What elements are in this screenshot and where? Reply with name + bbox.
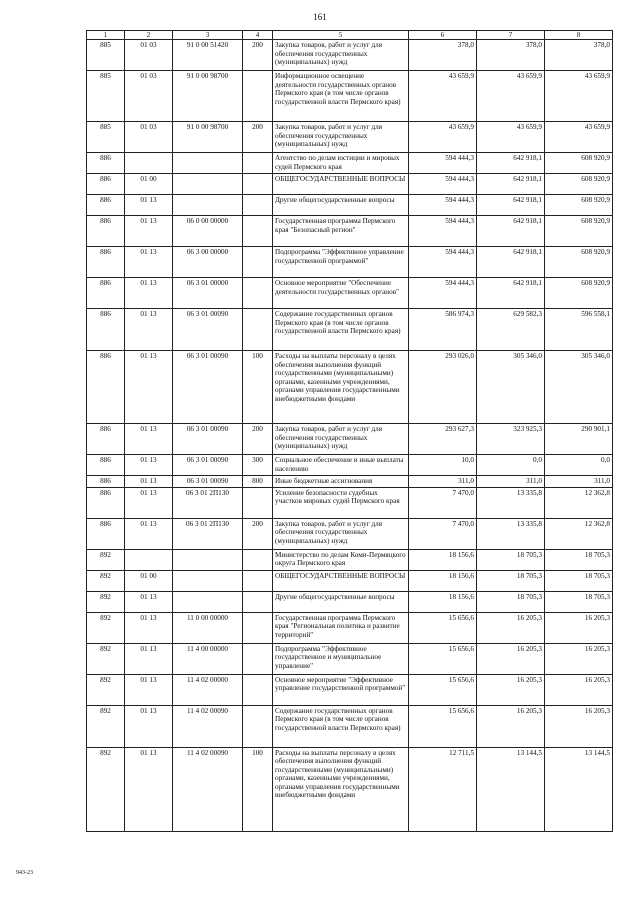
amount-2024-cell: 323 925,3 bbox=[477, 424, 545, 455]
table-row bbox=[87, 705, 613, 747]
table-body bbox=[87, 40, 613, 831]
ministry-code-cell: 885 bbox=[87, 122, 125, 153]
ministry-code-cell: 892 bbox=[87, 674, 125, 705]
table-row bbox=[87, 174, 613, 195]
amount-2023-cell: 12 711,5 bbox=[409, 747, 477, 831]
table-row bbox=[87, 424, 613, 455]
amount-2024-cell: 43 659,9 bbox=[477, 71, 545, 122]
section-code-cell: 01 13 bbox=[125, 455, 173, 476]
ministry-code-cell: 886 bbox=[87, 309, 125, 351]
target-code-cell bbox=[173, 174, 243, 195]
table-row bbox=[87, 549, 613, 570]
section-code-cell bbox=[125, 549, 173, 570]
section-code-cell: 01 03 bbox=[125, 71, 173, 122]
amount-2023-cell: 15 656,6 bbox=[409, 674, 477, 705]
section-code-cell: 01 13 bbox=[125, 591, 173, 612]
amount-2024-cell: 305 346,0 bbox=[477, 351, 545, 424]
amount-2023-cell: 15 656,6 bbox=[409, 612, 477, 643]
target-code-cell: 06 0 00 00000 bbox=[173, 216, 243, 247]
amount-2025-cell: 290 901,1 bbox=[545, 424, 613, 455]
ministry-code-cell: 892 bbox=[87, 747, 125, 831]
ministry-code-cell: 886 bbox=[87, 424, 125, 455]
table-row bbox=[87, 591, 613, 612]
table-row bbox=[87, 40, 613, 71]
description-cell: Закупка товаров, работ и услуг для обеспечения государственных (муниципальных) нужд bbox=[273, 40, 409, 71]
amount-2023-cell: 43 659,9 bbox=[409, 71, 477, 122]
section-code-cell: 01 13 bbox=[125, 705, 173, 747]
expense-type-cell bbox=[243, 591, 273, 612]
amount-2025-cell: 12 362,8 bbox=[545, 487, 613, 518]
description-cell: Расходы на выплаты персоналу в целях обеспечения выполнения функций государственными (муниципальными) органами, казенными учреждениями, органами управления государственными внебюджетными фондами bbox=[273, 747, 409, 831]
amount-2023-cell: 7 470,0 bbox=[409, 518, 477, 549]
description-cell: Содержание государственных органов Пермского края (в том числе органов государственной власти Пермского края) bbox=[273, 309, 409, 351]
expense-type-cell bbox=[243, 278, 273, 309]
amount-2024-cell: 378,0 bbox=[477, 40, 545, 71]
amount-2023-cell: 311,0 bbox=[409, 476, 477, 487]
table-row bbox=[87, 487, 613, 518]
section-code-cell: 01 13 bbox=[125, 476, 173, 487]
amount-2024-cell: 43 659,9 bbox=[477, 122, 545, 153]
amount-2025-cell: 12 362,8 bbox=[545, 518, 613, 549]
target-code-cell: 06 3 01 2П130 bbox=[173, 487, 243, 518]
amount-2025-cell: 378,0 bbox=[545, 40, 613, 71]
target-code-cell: 06 3 01 00090 bbox=[173, 351, 243, 424]
amount-2023-cell: 15 656,6 bbox=[409, 705, 477, 747]
amount-2025-cell: 18 705,3 bbox=[545, 570, 613, 591]
amount-2023-cell: 15 656,6 bbox=[409, 643, 477, 674]
amount-2025-cell: 608 920,9 bbox=[545, 278, 613, 309]
amount-2024-cell: 642 918,1 bbox=[477, 195, 545, 216]
ministry-code-cell: 886 bbox=[87, 487, 125, 518]
target-code-cell: 06 3 00 00000 bbox=[173, 247, 243, 278]
expense-type-cell: 100 bbox=[243, 747, 273, 831]
target-code-cell: 06 3 01 00000 bbox=[173, 278, 243, 309]
target-code-cell bbox=[173, 591, 243, 612]
description-cell: Агентство по делам юстиции и мировых судей Пермского края bbox=[273, 153, 409, 174]
target-code-cell: 91 0 00 98700 bbox=[173, 122, 243, 153]
description-cell: Иные бюджетные ассигнования bbox=[273, 476, 409, 487]
table-row bbox=[87, 216, 613, 247]
expense-type-cell: 200 bbox=[243, 122, 273, 153]
amount-2025-cell: 16 205,3 bbox=[545, 705, 613, 747]
section-code-cell: 01 13 bbox=[125, 612, 173, 643]
amount-2024-cell: 642 918,1 bbox=[477, 247, 545, 278]
expense-type-cell bbox=[243, 487, 273, 518]
section-code-cell: 01 13 bbox=[125, 747, 173, 831]
column-header: 3 bbox=[173, 31, 243, 40]
description-cell: Закупка товаров, работ и услуг для обеспечения государственных (муниципальных) нужд bbox=[273, 518, 409, 549]
ministry-code-cell: 885 bbox=[87, 40, 125, 71]
footer-code: 943-23 bbox=[16, 870, 33, 876]
target-code-cell: 11 0 00 00000 bbox=[173, 612, 243, 643]
section-code-cell: 01 13 bbox=[125, 487, 173, 518]
target-code-cell: 91 0 00 51420 bbox=[173, 40, 243, 71]
section-code-cell: 01 13 bbox=[125, 216, 173, 247]
amount-2024-cell: 18 705,3 bbox=[477, 570, 545, 591]
table-row bbox=[87, 71, 613, 122]
table-row bbox=[87, 122, 613, 153]
column-header: 6 bbox=[409, 31, 477, 40]
section-code-cell: 01 00 bbox=[125, 570, 173, 591]
budget-table bbox=[86, 30, 613, 832]
table-row bbox=[87, 195, 613, 216]
amount-2024-cell: 16 205,3 bbox=[477, 674, 545, 705]
column-header: 5 bbox=[273, 31, 409, 40]
expense-type-cell bbox=[243, 705, 273, 747]
ministry-code-cell: 886 bbox=[87, 195, 125, 216]
amount-2023-cell: 594 444,3 bbox=[409, 278, 477, 309]
ministry-code-cell: 886 bbox=[87, 351, 125, 424]
column-header: 1 bbox=[87, 31, 125, 40]
ministry-code-cell: 892 bbox=[87, 591, 125, 612]
amount-2024-cell: 13 335,8 bbox=[477, 487, 545, 518]
amount-2025-cell: 16 205,3 bbox=[545, 674, 613, 705]
amount-2025-cell: 608 920,9 bbox=[545, 153, 613, 174]
expense-type-cell: 300 bbox=[243, 455, 273, 476]
expense-type-cell bbox=[243, 309, 273, 351]
ministry-code-cell: 892 bbox=[87, 643, 125, 674]
target-code-cell: 06 3 01 00090 bbox=[173, 455, 243, 476]
section-code-cell: 01 00 bbox=[125, 174, 173, 195]
amount-2025-cell: 0,0 bbox=[545, 455, 613, 476]
target-code-cell bbox=[173, 195, 243, 216]
description-cell: Другие общегосударственные вопросы bbox=[273, 195, 409, 216]
description-cell: Подпрограмма "Эффективное государственное и муниципальное управление" bbox=[273, 643, 409, 674]
section-code-cell: 01 13 bbox=[125, 309, 173, 351]
amount-2024-cell: 311,0 bbox=[477, 476, 545, 487]
table-row bbox=[87, 674, 613, 705]
section-code-cell bbox=[125, 153, 173, 174]
expense-type-cell bbox=[243, 674, 273, 705]
expense-type-cell: 100 bbox=[243, 351, 273, 424]
expense-type-cell: 200 bbox=[243, 518, 273, 549]
amount-2025-cell: 608 920,9 bbox=[545, 195, 613, 216]
amount-2024-cell: 18 705,3 bbox=[477, 591, 545, 612]
expense-type-cell bbox=[243, 570, 273, 591]
section-code-cell: 01 13 bbox=[125, 674, 173, 705]
amount-2025-cell: 311,0 bbox=[545, 476, 613, 487]
expense-type-cell: 800 bbox=[243, 476, 273, 487]
column-header: 7 bbox=[477, 31, 545, 40]
amount-2023-cell: 18 156,6 bbox=[409, 570, 477, 591]
target-code-cell: 11 4 02 00090 bbox=[173, 747, 243, 831]
amount-2025-cell: 43 659,9 bbox=[545, 122, 613, 153]
expense-type-cell bbox=[243, 71, 273, 122]
description-cell: Социальное обеспечение и иные выплаты населению bbox=[273, 455, 409, 476]
amount-2024-cell: 18 705,3 bbox=[477, 549, 545, 570]
amount-2023-cell: 293 026,0 bbox=[409, 351, 477, 424]
target-code-cell: 06 3 01 00090 bbox=[173, 424, 243, 455]
section-code-cell: 01 13 bbox=[125, 247, 173, 278]
description-cell: Расходы на выплаты персоналу в целях обеспечения выполнения функций государственными (муниципальными) органами, казенными учреждениями, органами управления государственными внебюджетными фондами bbox=[273, 351, 409, 424]
column-header: 4 bbox=[243, 31, 273, 40]
expense-type-cell bbox=[243, 195, 273, 216]
target-code-cell: 06 3 01 00090 bbox=[173, 309, 243, 351]
amount-2023-cell: 293 627,3 bbox=[409, 424, 477, 455]
description-cell: Усиление безопасности судебных участков мировых судей Пермского края bbox=[273, 487, 409, 518]
target-code-cell: 11 4 02 00090 bbox=[173, 705, 243, 747]
table-row bbox=[87, 518, 613, 549]
section-code-cell: 01 13 bbox=[125, 643, 173, 674]
amount-2025-cell: 596 558,1 bbox=[545, 309, 613, 351]
amount-2025-cell: 18 705,3 bbox=[545, 549, 613, 570]
section-code-cell: 01 13 bbox=[125, 278, 173, 309]
amount-2023-cell: 7 470,0 bbox=[409, 487, 477, 518]
ministry-code-cell: 892 bbox=[87, 705, 125, 747]
amount-2025-cell: 13 144,5 bbox=[545, 747, 613, 831]
amount-2025-cell: 43 659,9 bbox=[545, 71, 613, 122]
column-header: 2 bbox=[125, 31, 173, 40]
amount-2024-cell: 642 918,1 bbox=[477, 216, 545, 247]
amount-2023-cell: 594 444,3 bbox=[409, 247, 477, 278]
amount-2024-cell: 642 918,1 bbox=[477, 153, 545, 174]
target-code-cell: 91 0 00 98700 bbox=[173, 71, 243, 122]
table-row bbox=[87, 455, 613, 476]
description-cell: ОБЩЕГОСУДАРСТВЕННЫЕ ВОПРОСЫ bbox=[273, 174, 409, 195]
amount-2024-cell: 0,0 bbox=[477, 455, 545, 476]
ministry-code-cell: 886 bbox=[87, 455, 125, 476]
description-cell: ОБЩЕГОСУДАРСТВЕННЫЕ ВОПРОСЫ bbox=[273, 570, 409, 591]
target-code-cell: 11 4 00 00000 bbox=[173, 643, 243, 674]
amount-2023-cell: 10,0 bbox=[409, 455, 477, 476]
amount-2024-cell: 16 205,3 bbox=[477, 643, 545, 674]
expense-type-cell bbox=[243, 612, 273, 643]
amount-2025-cell: 608 920,9 bbox=[545, 247, 613, 278]
amount-2023-cell: 43 659,9 bbox=[409, 122, 477, 153]
description-cell: Государственная программа Пермского края "Безопасный регион" bbox=[273, 216, 409, 247]
table-row bbox=[87, 612, 613, 643]
amount-2024-cell: 13 144,5 bbox=[477, 747, 545, 831]
table-row bbox=[87, 309, 613, 351]
amount-2025-cell: 608 920,9 bbox=[545, 174, 613, 195]
expense-type-cell bbox=[243, 216, 273, 247]
page-number: 161 bbox=[313, 12, 327, 22]
ministry-code-cell: 886 bbox=[87, 278, 125, 309]
ministry-code-cell: 886 bbox=[87, 247, 125, 278]
description-cell: Закупка товаров, работ и услуг для обеспечения государственных (муниципальных) нужд bbox=[273, 122, 409, 153]
ministry-code-cell: 886 bbox=[87, 153, 125, 174]
amount-2024-cell: 16 205,3 bbox=[477, 705, 545, 747]
amount-2023-cell: 594 444,3 bbox=[409, 216, 477, 247]
table-row bbox=[87, 247, 613, 278]
ministry-code-cell: 892 bbox=[87, 549, 125, 570]
description-cell: Основное мероприятие "Эффективное управление государственной программой" bbox=[273, 674, 409, 705]
target-code-cell: 11 4 02 00000 bbox=[173, 674, 243, 705]
target-code-cell bbox=[173, 570, 243, 591]
table-row bbox=[87, 643, 613, 674]
expense-type-cell bbox=[243, 247, 273, 278]
amount-2023-cell: 18 156,6 bbox=[409, 591, 477, 612]
target-code-cell: 06 3 01 00090 bbox=[173, 476, 243, 487]
amount-2025-cell: 305 346,0 bbox=[545, 351, 613, 424]
amount-2023-cell: 586 974,3 bbox=[409, 309, 477, 351]
amount-2025-cell: 608 920,9 bbox=[545, 216, 613, 247]
ministry-code-cell: 892 bbox=[87, 612, 125, 643]
table-row bbox=[87, 570, 613, 591]
ministry-code-cell: 892 bbox=[87, 570, 125, 591]
ministry-code-cell: 885 bbox=[87, 71, 125, 122]
amount-2025-cell: 16 205,3 bbox=[545, 612, 613, 643]
description-cell: Содержание государственных органов Пермского края (в том числе органов государственной власти Пермского края) bbox=[273, 705, 409, 747]
table-row bbox=[87, 747, 613, 831]
amount-2024-cell: 642 918,1 bbox=[477, 278, 545, 309]
expense-type-cell bbox=[243, 643, 273, 674]
amount-2024-cell: 629 582,3 bbox=[477, 309, 545, 351]
ministry-code-cell: 886 bbox=[87, 518, 125, 549]
column-header: 8 bbox=[545, 31, 613, 40]
description-cell: Закупка товаров, работ и услуг для обеспечения государственных (муниципальных) нужд bbox=[273, 424, 409, 455]
description-cell: Министерство по делам Коми-Пермяцкого округа Пермского края bbox=[273, 549, 409, 570]
expense-type-cell bbox=[243, 549, 273, 570]
ministry-code-cell: 886 bbox=[87, 476, 125, 487]
table-row bbox=[87, 278, 613, 309]
ministry-code-cell: 886 bbox=[87, 216, 125, 247]
target-code-cell: 06 3 01 2П130 bbox=[173, 518, 243, 549]
amount-2023-cell: 18 156,6 bbox=[409, 549, 477, 570]
amount-2023-cell: 378,0 bbox=[409, 40, 477, 71]
amount-2024-cell: 16 205,3 bbox=[477, 612, 545, 643]
amount-2023-cell: 594 444,3 bbox=[409, 195, 477, 216]
table-row bbox=[87, 476, 613, 487]
table-row bbox=[87, 351, 613, 424]
expense-type-cell bbox=[243, 153, 273, 174]
ministry-code-cell: 886 bbox=[87, 174, 125, 195]
section-code-cell: 01 13 bbox=[125, 351, 173, 424]
amount-2024-cell: 642 918,1 bbox=[477, 174, 545, 195]
amount-2024-cell: 13 335,8 bbox=[477, 518, 545, 549]
amount-2025-cell: 18 705,3 bbox=[545, 591, 613, 612]
amount-2023-cell: 594 444,3 bbox=[409, 153, 477, 174]
expense-type-cell: 200 bbox=[243, 424, 273, 455]
description-cell: Основное мероприятие "Обеспечение деятельности государственных органов" bbox=[273, 278, 409, 309]
expense-type-cell: 200 bbox=[243, 40, 273, 71]
section-code-cell: 01 03 bbox=[125, 122, 173, 153]
section-code-cell: 01 03 bbox=[125, 40, 173, 71]
target-code-cell bbox=[173, 549, 243, 570]
table-row bbox=[87, 153, 613, 174]
expense-type-cell bbox=[243, 174, 273, 195]
target-code-cell bbox=[173, 153, 243, 174]
amount-2025-cell: 16 205,3 bbox=[545, 643, 613, 674]
description-cell: Государственная программа Пермского края "Региональная политика и развитие территорий" bbox=[273, 612, 409, 643]
description-cell: Другие общегосударственные вопросы bbox=[273, 591, 409, 612]
section-code-cell: 01 13 bbox=[125, 518, 173, 549]
description-cell: Информационное освещение деятельности государственных органов Пермского края (в том числе органов государственной власти Пермского края) bbox=[273, 71, 409, 122]
section-code-cell: 01 13 bbox=[125, 424, 173, 455]
section-code-cell: 01 13 bbox=[125, 195, 173, 216]
amount-2023-cell: 594 444,3 bbox=[409, 174, 477, 195]
description-cell: Подпрограмма "Эффективное управление государственной программой" bbox=[273, 247, 409, 278]
header-row bbox=[87, 31, 613, 40]
